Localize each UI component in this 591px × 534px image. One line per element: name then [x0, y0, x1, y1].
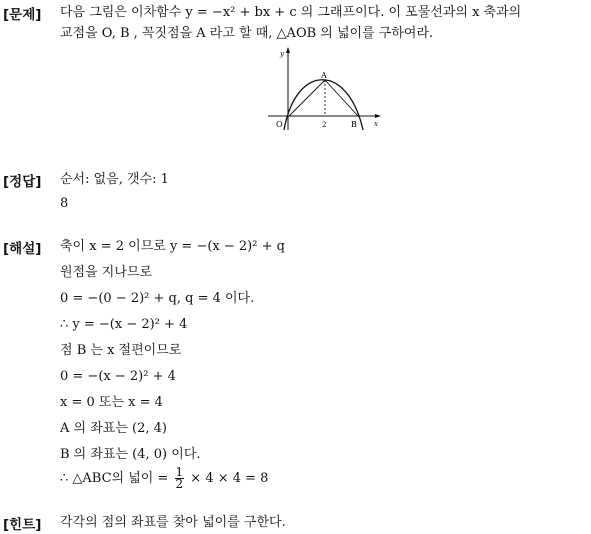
- fraction-numerator: 1: [175, 465, 184, 479]
- fraction-one-half: [175, 467, 185, 490]
- solution-line-7: x = 0 또는 x = 4: [60, 395, 163, 410]
- solution-line-1: 축이 x = 2 이므로 y = −(x − 2)² + q: [60, 239, 285, 254]
- hint-line-1: 각각의 점의 좌표를 찾아 넓이를 구한다.: [60, 515, 286, 530]
- solution-line-2: 원점을 지나므로: [60, 265, 153, 280]
- segment-ab: [325, 80, 358, 116]
- x-axis-label: x: [374, 120, 378, 128]
- problem-line-2: 교점을 O, B , 꼭짓점을 A 라고 할 때, △AOB 의 넓이를 구하여라.: [60, 26, 434, 41]
- solution-line-3: 0 = −(0 − 2)² + q, q = 4 이다.: [60, 291, 255, 306]
- hint-label: [힌트]: [3, 517, 42, 533]
- solution-line-9: B 의 좌표는 (4, 0) 이다.: [60, 447, 201, 462]
- y-axis-label: y: [280, 50, 284, 58]
- x-axis-arrow: [375, 114, 381, 118]
- answer-label: [정답]: [3, 174, 42, 190]
- fraction-denominator: 2: [175, 477, 184, 491]
- parabola-graph: [262, 46, 384, 134]
- vertex-a-label: A: [321, 71, 327, 80]
- solution-line-4: ∴ y = −(x − 2)² + 4: [60, 317, 188, 332]
- y-axis-arrow: [286, 47, 290, 53]
- solution-line-6: 0 = −(x − 2)² + 4: [60, 369, 176, 384]
- solution-line-8: A 의 좌표는 (2, 4): [60, 421, 167, 436]
- solution-label: [해설]: [3, 241, 42, 257]
- problem-line-1: 다음 그림은 이차함수 y = −x² + bx + c 의 그래프이다. 이 포물선과의 x 축과의: [60, 5, 522, 20]
- point-b-label: B: [351, 120, 357, 129]
- area-suffix: × 4 × 4 = 8: [190, 471, 269, 486]
- problem-label: [문제]: [3, 7, 42, 23]
- origin-label: O: [276, 120, 283, 129]
- answer-line-1: 순서: 없음, 갯수: 1: [60, 172, 169, 187]
- solution-line-10: [60, 465, 268, 493]
- solution-line-5: 점 B 는 x 절편이므로: [60, 343, 182, 358]
- answer-value: 8: [60, 196, 69, 211]
- tick-2-label: 2: [322, 121, 327, 129]
- area-prefix: ∴ △ABC의 넓이 =: [60, 471, 169, 486]
